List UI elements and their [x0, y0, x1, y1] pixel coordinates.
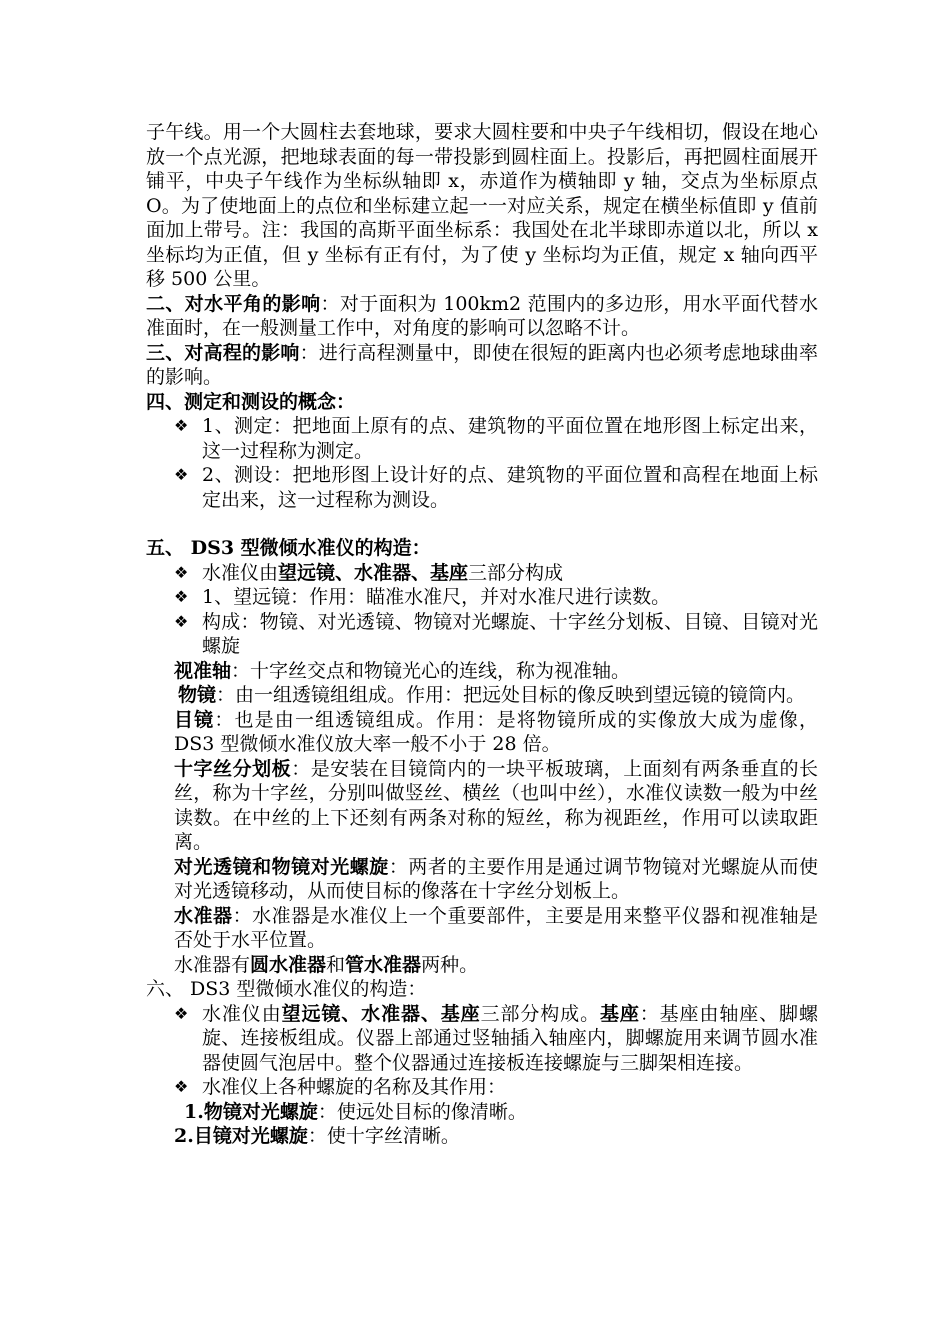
list-item: ❖ 水准仪由望远镜、水准器、基座三部分构成 — [174, 561, 564, 584]
term-level-types: 水准器有圆水准器和管水准器两种。 — [174, 953, 479, 976]
section-horizontal-angle — [146, 292, 818, 341]
list-item: ❖ 1、望远镜：作用：瞄准水准尺，并对水准尺进行读数。 — [174, 586, 671, 608]
diamond-bullet-icon: ❖ — [174, 1077, 189, 1096]
list-item: ❖ 构成：物镜、对光透镜、物镜对光螺旋、十字丝分划板、目镜、目镜对光螺旋 — [174, 610, 818, 657]
term-focusing-lens: 对光透镜和物镜对光螺旋：两者的主要作用是通过调节物镜对光螺旋从而使对光透镜移动，从而使目标的像落在十字丝分划板上。 — [174, 855, 818, 902]
blank-line — [146, 512, 818, 536]
diamond-bullet-icon: ❖ — [174, 416, 189, 435]
list-item: ❖ 2、测设：把地形图上设计好的点、建筑物的平面位置和高程在地面上标定出来，这一过程称为测设。 — [174, 464, 818, 511]
diamond-bullet-icon: ❖ — [174, 562, 189, 582]
section-heading: 二、对水平角的影响 — [146, 292, 321, 315]
diamond-bullet-icon: ❖ — [174, 611, 189, 631]
document-page — [146, 120, 818, 1149]
term-reticle: 十字丝分划板：是安装在目镜筒内的一块平板玻璃，上面刻有两条垂直的长丝，称为十字丝，分别叫做竖丝、横丝（也叫中丝），水准仪读数一般为中丝读数。在中丝的上下还刻有两条对称的短丝，称为视距丝，作用可以读取距离。 — [174, 757, 818, 853]
diamond-bullet-icon: ❖ — [174, 465, 189, 484]
list-item: ❖ 水准仪上各种螺旋的名称及其作用： — [174, 1076, 507, 1098]
section-heading: 六、 DS3 型微倾水准仪的构造： — [146, 978, 427, 1000]
section-text: ：对于面积为 100km2 范围内的多边形，用水平面代替水准面时，在一般测量工作中，对角度的影响可以忽略不计。 — [146, 292, 818, 339]
term-line-of-sight: 视准轴：十字丝交点和物镜光心的连线，称为视准轴。 — [174, 659, 631, 682]
diamond-bullet-icon: ❖ — [174, 587, 189, 606]
term-objective: 物镜：由一组透镜组组成。作用：把远处目标的像反映到望远镜的镜筒内。 — [178, 684, 806, 706]
screw-item-eyepiece: 2.目镜对光螺旋：使十字丝清晰。 — [174, 1125, 460, 1147]
section-heading: 四、测定和测设的概念： — [146, 390, 356, 413]
section-heading: 五、 DS3 型微倾水准仪的构造： — [146, 537, 431, 559]
section-elevation — [146, 341, 818, 390]
diamond-bullet-icon: ❖ — [174, 1003, 189, 1023]
list-item: ❖ 1、测定：把地面上原有的点、建筑物的平面位置在地形图上标定出来，这一过程称为测定。 — [174, 415, 818, 462]
screw-item-objective: 1.物镜对光螺旋：使远处目标的像清晰。 — [184, 1100, 527, 1123]
term-level-vial: 水准器：水准器是水准仪上一个重要部件，主要是用来整平仪器和视准轴是否处于水平位置。 — [174, 904, 818, 951]
section-text: ：进行高程测量中，即使在很短的距离内也必须考虑地球曲率的影响。 — [146, 341, 818, 388]
list-item: ❖ 水准仪由望远镜、水准器、基座三部分构成。基座：基座由轴座、脚螺旋、连接板组成。仪器上部通过竖轴插入轴座内，脚螺旋用来调节圆水准器使圆气泡居中。整个仪器通过连接板连接螺旋与三脚架相连接。 — [174, 1002, 818, 1074]
section-heading: 三、对高程的影响 — [146, 341, 300, 364]
term-eyepiece: 目镜：也是由一组透镜组成。作用：是将物镜所成的实像放大成为虚像，DS3 型微倾水准仪放大率一般不小于 28 倍。 — [174, 708, 818, 755]
paragraph-gauss-projection: 子午线。用一个大圆柱去套地球，要求大圆柱要和中央子午线相切，假设在地心放一个点光源，把地球表面的每一带投影到圆柱面上。投影后，再把圆柱面展开铺平，中央子午线作为坐标纵轴即 x，赤道作为横轴即 y 轴，交点为坐标原点 O。为了使地面上的点位和坐标建立起一一对应关系，规定在横坐标值即 y 值前面加上带号。注：我国的高斯平面坐标系：我国处在北半球即赤道以北，所以 x 坐标均为正值，但 y 坐标有正有付，为了使 y 坐标均为正值，规定 x 轴向西平移 500 公里。 — [146, 121, 818, 290]
